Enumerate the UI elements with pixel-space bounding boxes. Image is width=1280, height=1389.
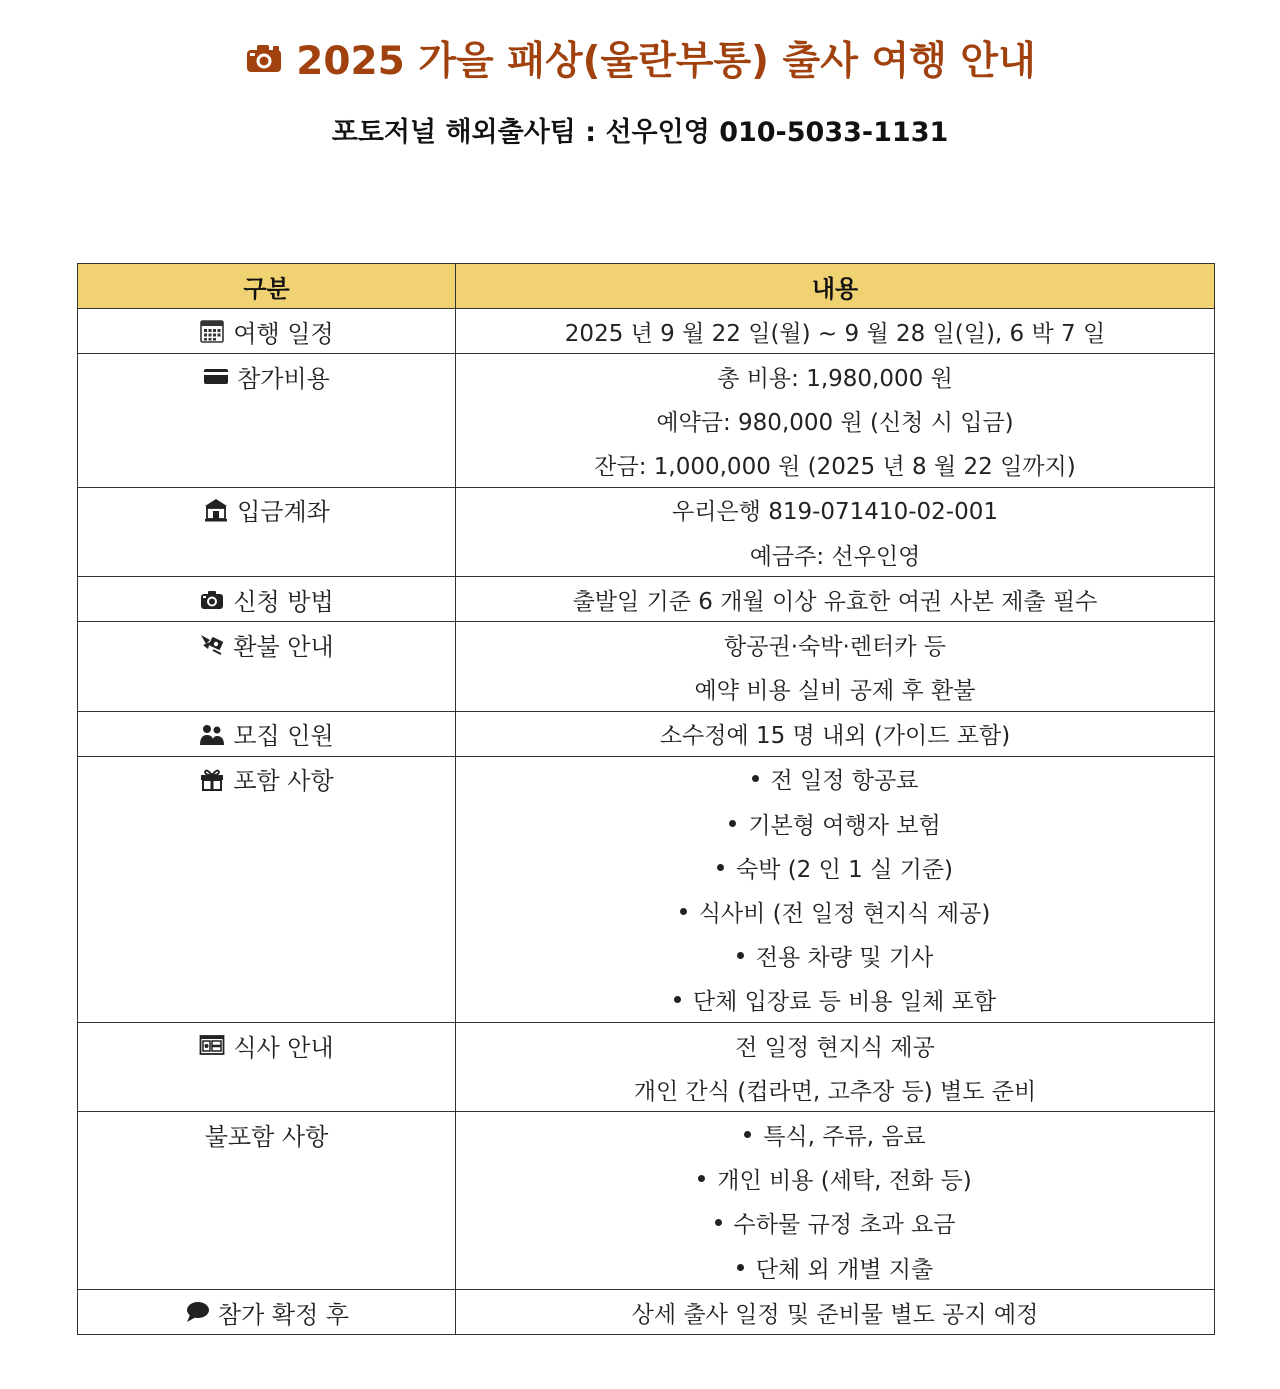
category-label: 불포함 사항	[204, 1122, 329, 1151]
category-label-wrap	[78, 1290, 455, 1334]
category-cell	[78, 1023, 456, 1112]
people-icon	[199, 721, 225, 747]
content-text: 숙박 (2 인 1 실 기준)	[735, 856, 954, 883]
content-cell	[456, 756, 1215, 1022]
content-text: 식사비 (전 일정 현지식 제공)	[698, 901, 991, 928]
bullet-list-item	[456, 801, 1214, 845]
category-label-wrap	[78, 757, 455, 801]
content-text: 우리은행 819-071410-02-001	[672, 499, 998, 526]
category-cell	[78, 756, 456, 1022]
table-row	[78, 309, 1215, 354]
camera-flash-icon	[244, 38, 284, 78]
category-label: 참가비용	[237, 364, 330, 393]
content-line	[456, 309, 1214, 353]
bullet-icon	[674, 996, 681, 1003]
bullet-list-item	[456, 1245, 1214, 1289]
content-text: 특식, 주류, 음료	[763, 1123, 926, 1150]
bullet-list-item	[456, 1157, 1214, 1201]
content-text: 예금주: 선우인영	[749, 543, 921, 570]
bullet-icon	[752, 775, 759, 782]
category-cell	[78, 487, 456, 576]
bullet-icon	[680, 908, 687, 915]
content-cell	[456, 577, 1215, 622]
content-line	[456, 667, 1214, 711]
category-cell	[78, 309, 456, 354]
bullet-icon	[729, 820, 736, 827]
content-line	[456, 1023, 1214, 1067]
category-label-wrap	[78, 622, 455, 666]
table-row	[78, 711, 1215, 756]
category-label-wrap	[78, 488, 455, 532]
category-cell	[78, 1112, 456, 1290]
page-title-text: 2025 가을 패상(울란부통) 출사 여행 안내	[296, 39, 1036, 84]
category-label-wrap	[78, 354, 455, 398]
content-text: 전용 차량 및 기사	[755, 945, 934, 972]
bullet-list-item	[456, 934, 1214, 978]
content-line	[456, 712, 1214, 756]
bullet-list-item	[456, 757, 1214, 801]
content-text: 항공권·숙박·렌터카 등	[724, 633, 946, 660]
content-text: 단체 입장료 등 비용 일체 포함	[692, 989, 997, 1016]
content-cell	[456, 1023, 1215, 1112]
content-line	[456, 398, 1214, 442]
content-line	[456, 1290, 1214, 1334]
bullet-icon	[717, 864, 724, 871]
content-text: 개인 비용 (세탁, 전화 등)	[717, 1168, 972, 1195]
page-subtitle: 포토저널 해외출사팀 : 선우인영 010-5033-1131	[331, 116, 949, 148]
bento-box-icon	[199, 1032, 225, 1058]
money-with-wings-icon	[199, 631, 225, 657]
content-cell	[456, 354, 1215, 488]
content-line	[456, 354, 1214, 398]
table-row	[78, 354, 1215, 488]
category-cell	[78, 711, 456, 756]
content-text: 단체 외 개별 지출	[755, 1256, 934, 1283]
category-cell	[78, 1290, 456, 1335]
bullet-list-item	[456, 1201, 1214, 1245]
bullet-list-item	[456, 845, 1214, 889]
category-label: 환불 안내	[233, 632, 334, 661]
bank-icon	[203, 497, 229, 523]
calendar-icon	[199, 318, 225, 344]
content-text: 예약 비용 실비 공제 후 환불	[694, 678, 976, 705]
content-cell	[456, 309, 1215, 354]
bullet-icon	[698, 1175, 705, 1182]
table-row	[78, 1023, 1215, 1112]
category-label: 신청 방법	[233, 587, 334, 616]
category-label: 모집 인원	[233, 722, 334, 751]
page-title	[0, 28, 1280, 88]
content-text: 잔금: 1,000,000 원 (2025 년 8 월 22 일까지)	[594, 454, 1076, 481]
table-row	[78, 756, 1215, 1022]
credit-card-icon	[203, 363, 229, 389]
content-text: 개인 간식 (컵라면, 고추장 등) 별도 준비	[633, 1078, 1037, 1105]
content-text: 2025 년 9 월 22 일(월) ~ 9 월 28 일(일), 6 박 7 일	[564, 320, 1106, 347]
category-label-wrap	[78, 577, 455, 621]
content-text: 전 일정 항공료	[770, 768, 919, 795]
table-row	[78, 1112, 1215, 1290]
table-row	[78, 487, 1215, 576]
content-cell	[456, 622, 1215, 711]
category-cell	[78, 354, 456, 488]
table-header-row	[78, 264, 1215, 309]
bullet-icon	[715, 1219, 722, 1226]
content-text: 소수정예 15 명 내외 (가이드 포함)	[659, 723, 1011, 750]
content-line	[456, 443, 1214, 487]
content-text: 상세 출사 일정 및 준비물 별도 공지 예정	[631, 1301, 1039, 1328]
content-cell	[456, 711, 1215, 756]
content-line	[456, 1067, 1214, 1111]
table-row	[78, 1290, 1215, 1335]
bullet-list-item	[456, 978, 1214, 1022]
content-cell	[456, 1112, 1215, 1290]
content-cell	[456, 1290, 1215, 1335]
category-label: 입금계좌	[237, 498, 330, 527]
gift-icon	[199, 766, 225, 792]
category-label: 식사 안내	[233, 1033, 334, 1062]
bullet-icon	[737, 1264, 744, 1271]
content-text: 출발일 기준 6 개월 이상 유효한 여권 사본 제출 필수	[572, 588, 1098, 615]
bullet-list-item	[456, 1112, 1214, 1156]
content-text: 기본형 여행자 보험	[748, 812, 941, 839]
content-text: 전 일정 현지식 제공	[735, 1034, 935, 1061]
column-header-category: 구분	[78, 264, 456, 309]
trip-info-table	[77, 263, 1215, 1335]
bullet-icon	[737, 952, 744, 959]
content-text: 총 비용: 1,980,000 원	[717, 365, 953, 392]
category-label-wrap	[78, 1112, 455, 1156]
content-text: 예약금: 980,000 원 (신청 시 입금)	[656, 409, 1014, 436]
category-label: 포함 사항	[233, 767, 334, 796]
table-row	[78, 622, 1215, 711]
speech-bubble-icon	[184, 1299, 210, 1325]
category-cell	[78, 577, 456, 622]
category-cell	[78, 622, 456, 711]
bullet-icon	[744, 1131, 751, 1138]
category-label-wrap	[78, 712, 455, 756]
column-header-content: 내용	[456, 264, 1215, 309]
content-line	[456, 622, 1214, 666]
category-label: 여행 일정	[233, 319, 334, 348]
category-label: 참가 확정 후	[217, 1300, 350, 1329]
camera-flash-icon	[199, 586, 225, 612]
content-line	[456, 577, 1214, 621]
content-line	[456, 488, 1214, 532]
content-text: 수하물 규정 초과 요금	[733, 1212, 956, 1239]
table-row	[78, 577, 1215, 622]
category-label-wrap	[78, 1023, 455, 1067]
content-line	[456, 532, 1214, 576]
category-label-wrap	[78, 309, 455, 353]
bullet-list-item	[456, 889, 1214, 933]
content-cell	[456, 487, 1215, 576]
